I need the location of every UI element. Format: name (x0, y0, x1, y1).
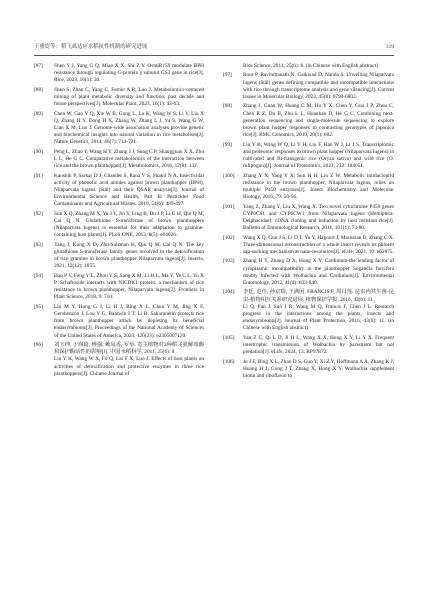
reference-entry (223, 289, 394, 332)
reference-text: Yang Z, Zhang Y, Liu X, Wang X. Two novel cytochrome P450 genes CYP6CS1 and CYP6CW1 from Nilaparvata lugens (Hemiptera: Delphacidae): cDNA cloning and induction by host resistant rice[J]. Bulletin of Entomological Research, 2011, 101(1): 73-80. (243, 203, 394, 232)
header-title: 王雅霓等：稻飞虱适应水稻抗性机制的研究进展 (34, 44, 148, 50)
reference-entry (223, 72, 394, 101)
reference-text: Hao P Y, Feng Y L, Zhou Y S, Song X M, Li H L, Ma Y, Ye C L, Yu X P. Schaftoside interacts with NICDK1 protein: a mechanism of rice resistance to brown planthopper, Nilaparvata lugens[J]. Frontiers in Plant Science, 2018, 9: 710. (54, 272, 204, 301)
reference-entry (223, 173, 394, 202)
reference-number: [92] (34, 210, 43, 217)
reference-entry (223, 258, 394, 287)
reference-number: [94] (34, 272, 43, 279)
reference-text: 李廷, 范佳, 孙京瑞, 王满困, FRANCIS F, 周目莲. 昆虫内共生菌-昆虫-植物相互关系研究进展. 植物保护学报, 2016, 43(6): 11. Li Q, Fan J, Sun J R, Wang M Q, Francis F, Chen J L. Research progress in the interactions among the plants, insects and endosymbionts[J]. Journal of Plant Protection, 2016, 43(6): 11. (in Chinese with English abstract) (243, 289, 394, 332)
reference-number: [89] (34, 110, 43, 117)
reference-number: [87] (34, 63, 43, 69)
reference-text: Kaushik P, Sarkar D J, Chander S, Rana V S, Shakil N A. Insecticidal activity of phenolic acid amides against brown planthopper (BPH), Nilaparvata lugens (Stål) and their QSAR analysis[J]. Journal of Environmental Science and Health, Part B: Pesticides Food Contaminants and Agricultural Wastes, 2019, 54(6): 489-497. (54, 172, 204, 208)
reference-entry (34, 304, 204, 340)
page-number: 319 (385, 44, 394, 50)
reference-number: [103] (223, 258, 235, 265)
reference-text: Zhang J, Guan W, Huang C M, Hu Y X, Chen Y, Guo J P, Zhou C, Chen R Z, Du B, Zhu L L, Huanhan D, He G C. Combining next-generation sequencing and single-molecule sequencing to explore brown plant hopper responses to contrasting genotypes of japonica rice[J]. BMC Genomics, 2019, 20(1): 682. (243, 103, 394, 139)
reference-entry (34, 273, 204, 302)
reference-number: [88] (34, 86, 43, 93)
reference-text: Sun X Q, Zhang M X, Yu J Y, Jin Y, Ling B, Du J P, Li G H, Qin Q M, Cai Q N. Glutathione S-transferase of brown planthoppers (Nilaparvata lugens) is essential for their adaptation to gramine-containing host plants[J]. PLoS ONE, 2013, 8(5): e64026. (54, 210, 204, 239)
reference-text: Yang J, Kong X D, Zhu-Salzman K, Qin Q M, Cai Q N. The key glutathione S-transferase family genes involved in the detoxification of rice gramine in brown planthopper Nilaparvata lugens[J]. Insects, 2021, 12(12): 1055. (54, 241, 204, 270)
reference-text: Rice Science, 2011, 25(6): 8. (in Chinese with English abstract) (243, 63, 378, 69)
reference-number: [99] (223, 141, 232, 148)
reference-number: [106] (223, 358, 235, 365)
reference-text: Chen W, Gao Y Q, Xie W B, Gong L, Lu K, Wang W S, Li Y, Liu X Q, Zhang H Y, Dong H X, Zhang W, Zhang L J, Yu S, Wang G W, Lian X M, Luo J. Genome-wide association analyses provide genetic and biochemical insights into natural variation in rice metabolism[J]. Nature Genetics, 2014, 46(7): 714-721. (54, 110, 204, 146)
reference-number: [93] (34, 241, 43, 248)
reference-text: Peng L, Zhao Y, Wang H Y, Zhang J J, Song C P, Shangguan X X, Zhu L L, He G C. Comparative metabolomics of the interaction between rice and the brown planthopper[J]. Metabolomics, 2016, 12(8): 132. (54, 148, 204, 170)
reference-text: Ju J F, Bing X L, Zhao D S, Guo Y, Xi Z Y, Hoffmann A A, Zhang K J, Huang H J, Gong J T, Zhang X, Hong X Y. Wolbachia supplement biotin and riboflavin to (243, 358, 394, 379)
reference-entry (223, 103, 394, 139)
reference-number: [96] (34, 342, 43, 348)
header-rule (34, 55, 394, 56)
running-header (34, 41, 394, 53)
reference-entry (34, 63, 204, 85)
reference-text: Shen S, Zhan C, Yang C, Fernie A R, Luo J. Metabolomics-centered mining of plant metabolic diversity and function: past decade and future perspectives[J]. Molecular Plant, 2023, 16(1): 43-63. (54, 86, 204, 108)
reference-entry (223, 63, 394, 70)
references-left-column (34, 63, 204, 380)
references-right-column (223, 63, 394, 382)
reference-entry (34, 111, 204, 147)
reference-number: [105] (223, 334, 235, 341)
reference-text: Zhang Y X, Yang Y X, Sun H H, Liu Z W. Metabolic imidacloprid resistance in the brown planthopper, Nilaparvata lugens, relies on multiple P450 enzymes[J]. Insect Biochemistry and Molecular Biology, 2016, 79: 50-56. (243, 172, 394, 201)
reference-text: Wang X Q, Guo J S, Li D T, Yu Y, Hagoort J, Moussian B, Zhang C X. Three-dimensional reconstruction of a whole insect reveals its phloem sap-sucking mechanism at nano-resolution[J]. eLife, 2021, 10: e62875. (243, 234, 394, 255)
reference-entry (223, 359, 394, 381)
reference-number: [90] (34, 148, 43, 155)
reference-entry (223, 204, 394, 233)
reference-text: Liu Y B, Wang W Q, Li Y H, Liu F, Han W J, Li J S. Transcriptomic and proteomic responses to brown plant hopper (Nilaparvata lugens) in cultivated and Bt-transgenic rice (Oryza sativa) and wild rice (O. rufipogon)[J]. Journal of Proteomics, 2021, 232: 104051. (243, 141, 394, 170)
reference-text: Zhang H Y, Zhang D X, Hong X Y. Cardinium-the leading factor of cytoplasmic incompatibility in the planthopper Sogatella furcifera doubly infected with Wolbachia and Cardinium[J]. Environmental Entomology, 2012, 41(4): 833-840. (243, 258, 394, 286)
reference-number: [104] (223, 289, 235, 296)
reference-entry (223, 335, 394, 357)
reference-number: [102] (223, 234, 235, 241)
reference-number: [100] (223, 172, 235, 179)
reference-number: [97] (223, 72, 232, 79)
reference-entry (34, 87, 204, 109)
reference-number: [101] (223, 203, 235, 210)
reference-entry (223, 142, 394, 171)
reference-number: [98] (223, 103, 232, 110)
reference-entry (223, 235, 394, 257)
reference-text: Liu M Y, Hong G J, Li H J, Bing X L, Chen Y M, Jing X F, Gershenzon J, Lou Y G, Baldwin I T, Li R. Sakuranetin protects rice from brown planthopper attack by depleting its beneficial endosymbionts[J]. Proceedings of the National Academy of Sciences of the United States of America, 2023, 120(23): e2305007120. (54, 303, 204, 339)
reference-entry (34, 149, 204, 171)
reference-text: 刘玉坤, 于润琦, 傅强, 赖凤香, 罗举. 寄主植物对3种稻飞虱解毒酶和保护酶活性的影响[J]. 中国水稻科学, 2011, 25(6): 8 Liu Y K, Wang W X, Fu Q, Lai F X, Luo J. Effects of host plants on activities of detoxification and protective enzymes in three rice planthoppers[J]. Chinese Journal of (54, 342, 204, 377)
reference-entry (34, 173, 204, 209)
reference-text: Yan Z C, Qi L D, Ji H L, Wang X X, Hong X Y, Li Y X. Frequent intertrophic transmission of Wolbachia by parasitism but not predation[J]. eLife, 2024, 13: RP97872. (243, 334, 394, 356)
reference-entry (34, 342, 204, 378)
reference-entry (34, 242, 204, 271)
reference-text: Rout P, Ravindranath N, Gaikwad D, Nanda S. Unveiling Nilaparvata lugens (Stål) genes defining compatible and incompatible interactions with rice through transcriptome analysis and gene silencing[J]. Current Issues in Molecular Biology, 2023, 45(8): 6790-6803. (243, 72, 394, 100)
reference-number: [91] (34, 172, 43, 179)
reference-entry (34, 211, 204, 240)
reference-number: [95] (34, 303, 43, 310)
reference-text: Shen Y J, Yang G Q, Miao X X, Shi Z Y. OsmiR159 modulate BPH resistance through regulating G-protein γ subunit GS3 gene in rice[J]. Rice, 2023, 16(1): 30. (54, 63, 204, 84)
